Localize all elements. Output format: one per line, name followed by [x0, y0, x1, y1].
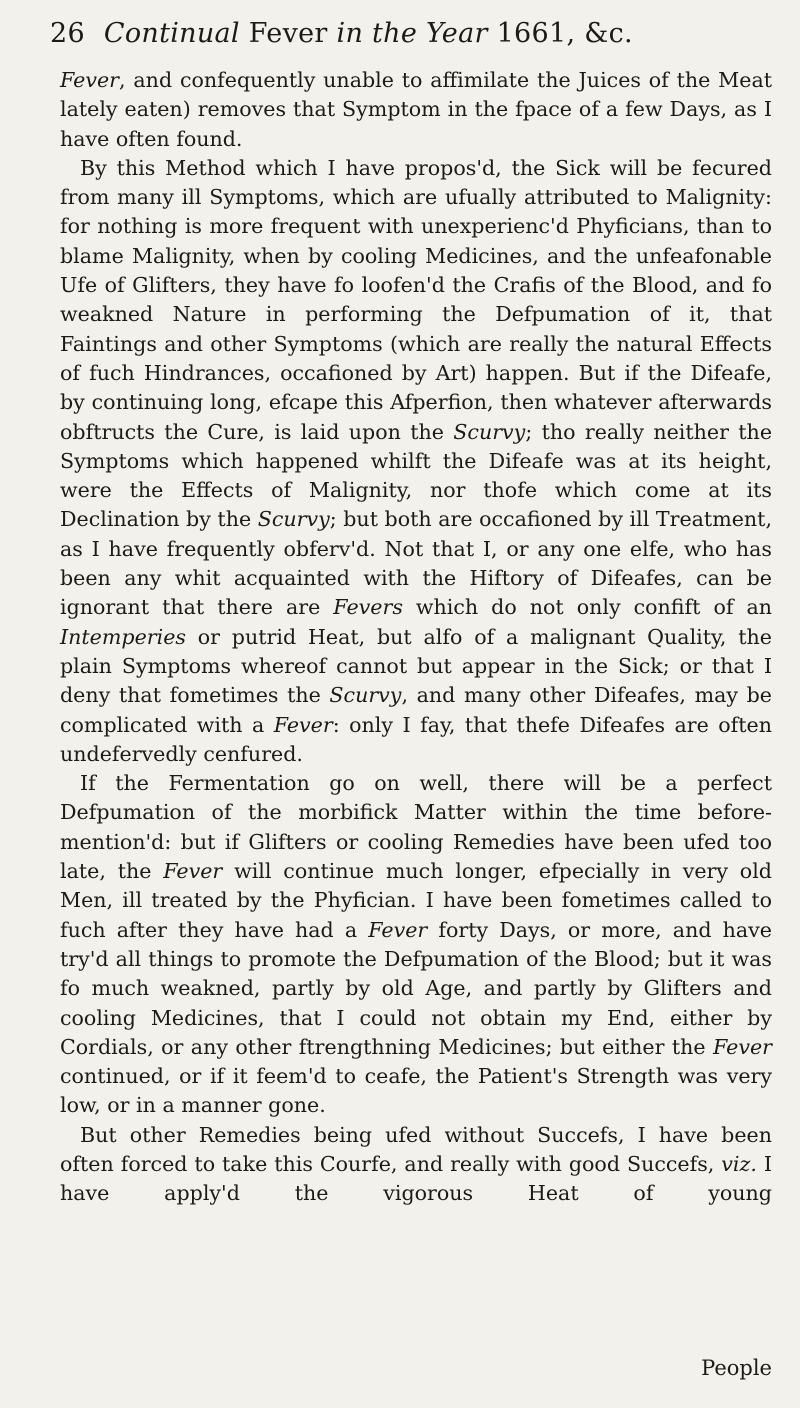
text-run: But other Remedies being ufed without Succefs, I have been often forced to take this Courfe, and really with good Succefs, — [60, 1122, 772, 1176]
italic-text: Scurvy — [453, 419, 526, 444]
italic-text: Fevers — [333, 595, 403, 620]
text-run: continued, or if it feem'd to ceafe, the Patient's Strength was very low, or in a manner gone. — [60, 1064, 772, 1118]
italic-text: Fever — [712, 1034, 772, 1059]
text-run: forty Days, or more, and have try'd all things to promote the Defpumation of the Blood; but it was fo much weakned, partly by old Age, and partly by Glifters and cooling Medicines, that I could not obtain my End, either by Cordials, or any other ftrengthning Medicines; but either the — [60, 917, 772, 1059]
text-run: : only I fay, that thefe Difeafes are often undefervedly cenfured. — [60, 712, 772, 766]
italic-text: Scurvy — [329, 683, 402, 708]
text-run: By this Method which I have propos'd, the Sick will be fecured from many ill Symptoms, which are ufually attributed to Malignity: for nothing is more frequent with unexperienc'd Phyficians, than to blame Malignity, when by cooling Medicines, and the unfeafonable Ufe of Glifters, they have fo loofen'd the Crafis of the Blood, and fo weakned Nature in performing the Defpumation of it, that Faintings and other Symptoms (which are really the natural Effects of fuch Hindrances, occafioned by Art) happen. But if the Difeafe, by continuing long, efcape this Afperfion, then whatever afterwards obftructs the Cure, is laid upon the — [60, 155, 772, 444]
italic-text: Fever — [273, 712, 333, 737]
italic-text: Fever — [163, 859, 223, 884]
book-page — [50, 14, 772, 1394]
paragraph-1 — [60, 66, 772, 154]
italic-text: Intemperies — [60, 624, 186, 649]
text-run: which do not only confift of an — [402, 595, 773, 620]
catchword: People — [701, 1356, 772, 1380]
page-number: 26 — [50, 18, 85, 49]
text-run: , and confequently unable to affimilate the Juices of the Meat lately eaten) removes that Symptom in the fpace of a few Days, as I have often found. — [60, 68, 772, 151]
italic-text: viz. — [721, 1151, 757, 1176]
italic-text: Scurvy — [257, 507, 330, 532]
text-run: , and many other Difeafes, may be complicated with a — [60, 683, 772, 737]
paragraph-3 — [60, 769, 772, 1121]
paragraph-2 — [60, 154, 772, 769]
running-title-italic-2: in the Year — [336, 18, 488, 49]
running-title-year: 1661, &c. — [496, 18, 633, 49]
text-run: I have apply'd the vigorous Heat of young — [60, 1151, 772, 1206]
italic-text: Fever — [368, 917, 428, 942]
text-run: will continue much longer, efpecially in very old Men, ill treated by the Phyfician. I have been fometimes called to fuch after they have had a — [60, 859, 772, 942]
paragraph-4 — [60, 1121, 772, 1209]
text-run: If the Fermentation go on well, there will be a perfect Defpumation of the morbifick Matter within the time before-mention'd: but if Glifters or cooling Remedies have been ufed too late, the — [60, 771, 772, 884]
text-run: ; but both are occafioned by ill Treatment, as I have frequently obferv'd. Not that I, or any one elfe, who has been any whit acquainted with the Hiftory of Difeafes, can be ignorant that there are — [60, 507, 773, 620]
italic-text: Fever — [60, 68, 120, 92]
body-text — [50, 66, 772, 1209]
running-head — [50, 14, 772, 66]
text-run: or putrid Heat, but alfo of a malignant Quality, the plain Symptoms whereof cannot but appear in the Sick; or that I deny that fometimes the — [60, 624, 772, 708]
running-title-italic: Continual — [103, 18, 240, 49]
running-title-word: Fever — [248, 18, 328, 49]
text-run: ; tho really neither the Symptoms which happened whilft the Difeafe was at its height, were the Effects of Malignity, nor thofe which come at its Declination by the — [60, 419, 773, 532]
